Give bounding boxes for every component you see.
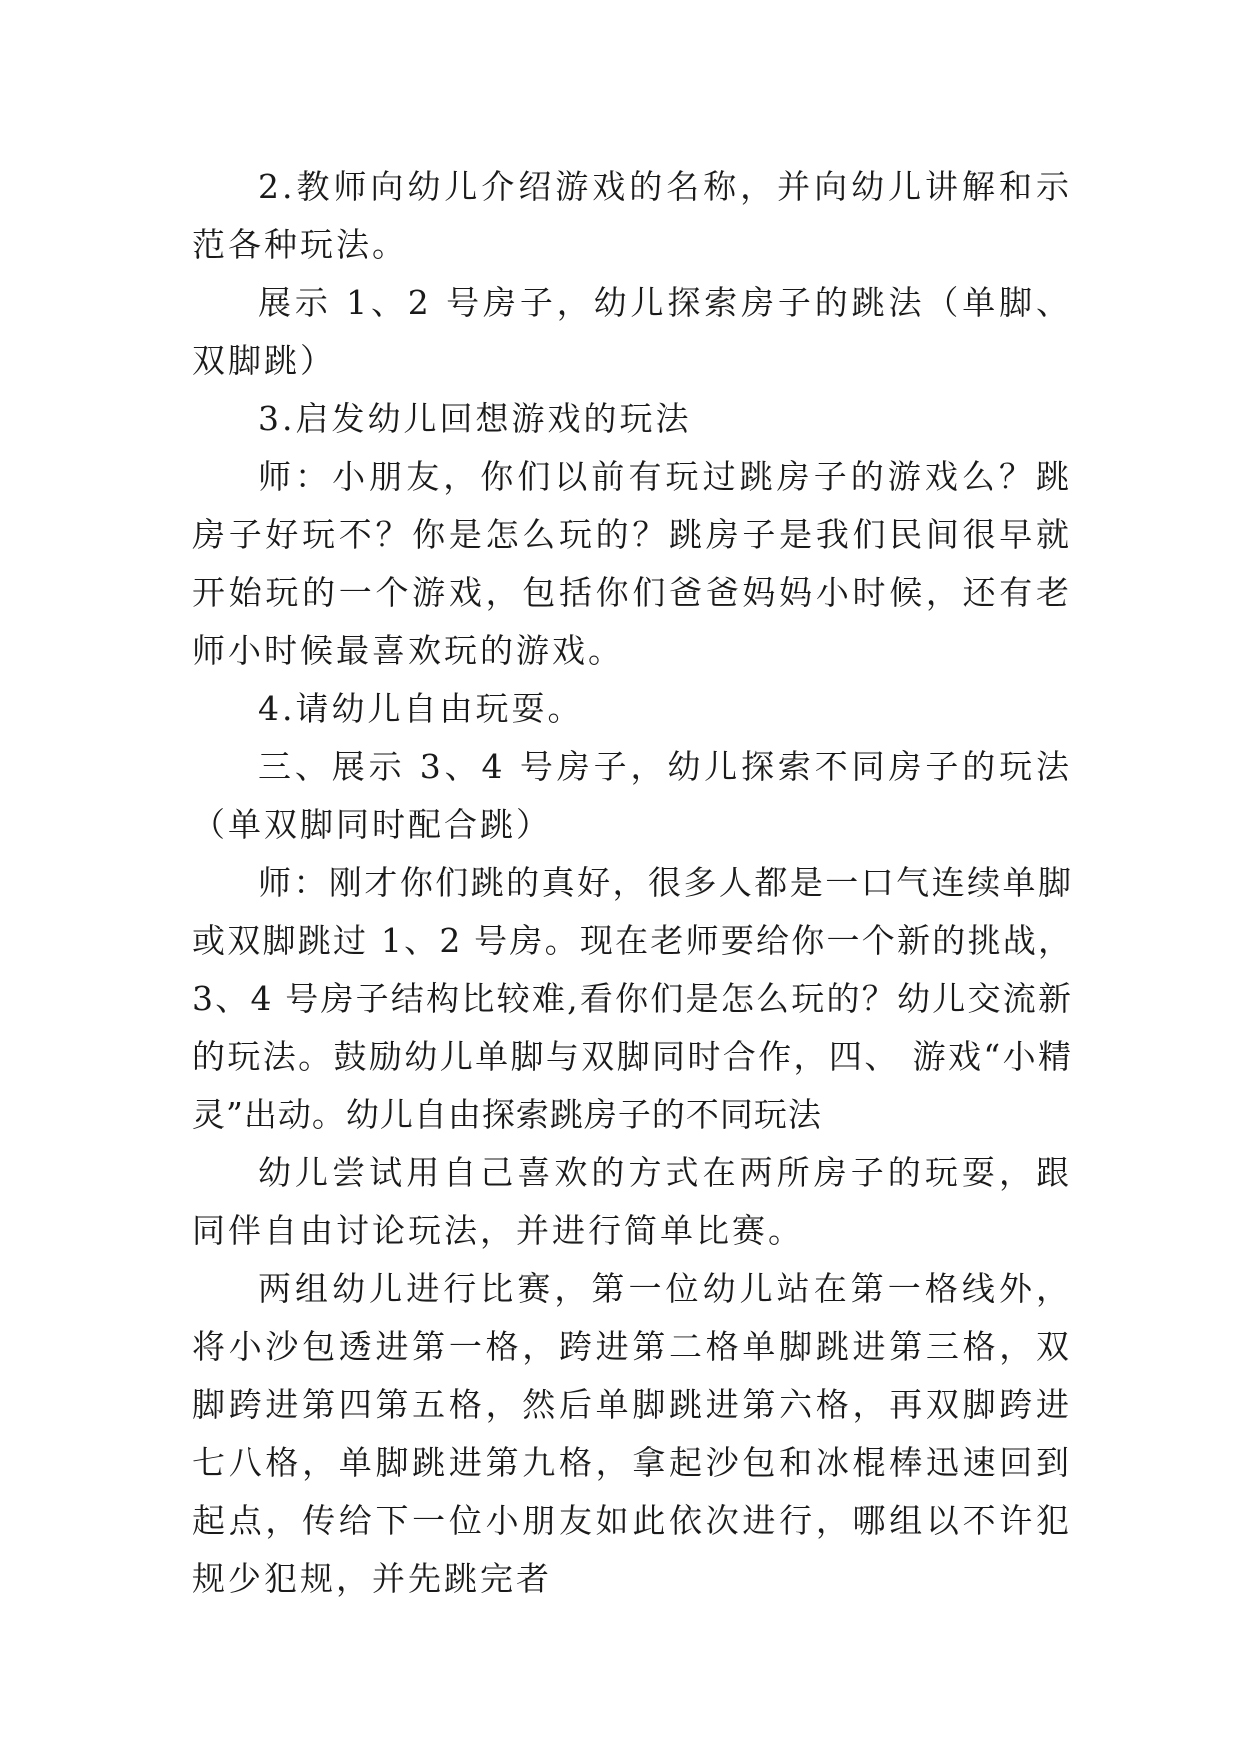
paragraph-section-3: 三、展示 3、4 号房子，幼儿探索不同房子的玩法（单双脚同时配合跳） [192,747,1072,844]
paragraph-show-houses-1-2: 展示 1、2 号房子，幼儿探索房子的跳法（单脚、双脚跳） [192,283,1072,380]
paragraph-step-2: 2.教师向幼儿介绍游戏的名称，并向幼儿讲解和示范各种玩法。 [192,167,1072,264]
paragraph-children-try: 幼儿尝试用自己喜欢的方式在两所房子的玩耍，跟同伴自由讨论玩法，并进行简单比赛。 [192,1153,1072,1250]
paragraph-competition-rules: 两组幼儿进行比赛，第一位幼儿站在第一格线外，将小沙包透进第一格，跨进第二格单脚跳进第三格，双脚跨进第四第五格，然后单脚跳进第六格，再双脚跨进七八格，单脚跳进第九格，拿起沙包和冰棍棒迅速回到起点，传给下一位小朋友如此依次进行，哪组以不许犯规少犯规，并先跳完者 [192,1269,1072,1598]
paragraph-step-4: 4.请幼儿自由玩耍。 [258,689,584,728]
paragraph-step-3: 3.启发幼儿回想游戏的玩法 [258,399,692,438]
paragraph-teacher-question: 师：小朋友，你们以前有玩过跳房子的游戏么？跳房子好玩不？你是怎么玩的？跳房子是我们民间很早就开始玩的一个游戏，包括你们爸爸妈妈小时候，还有老师小时候最喜欢玩的游戏。 [192,457,1072,670]
paragraph-teacher-challenge: 师：刚才你们跳的真好，很多人都是一口气连续单脚或双脚跳过 1、2 号房。现在老师要给你一个新的挑战，3、4 号房子结构比较难,看你们是怎么玩的？幼儿交流新的玩法。鼓励幼儿单脚与双脚同时合作，四、 游戏“小精灵”出动。幼儿自由探索跳房子的不同玩法 [192,863,1072,1134]
document-body [192,158,1072,1608]
